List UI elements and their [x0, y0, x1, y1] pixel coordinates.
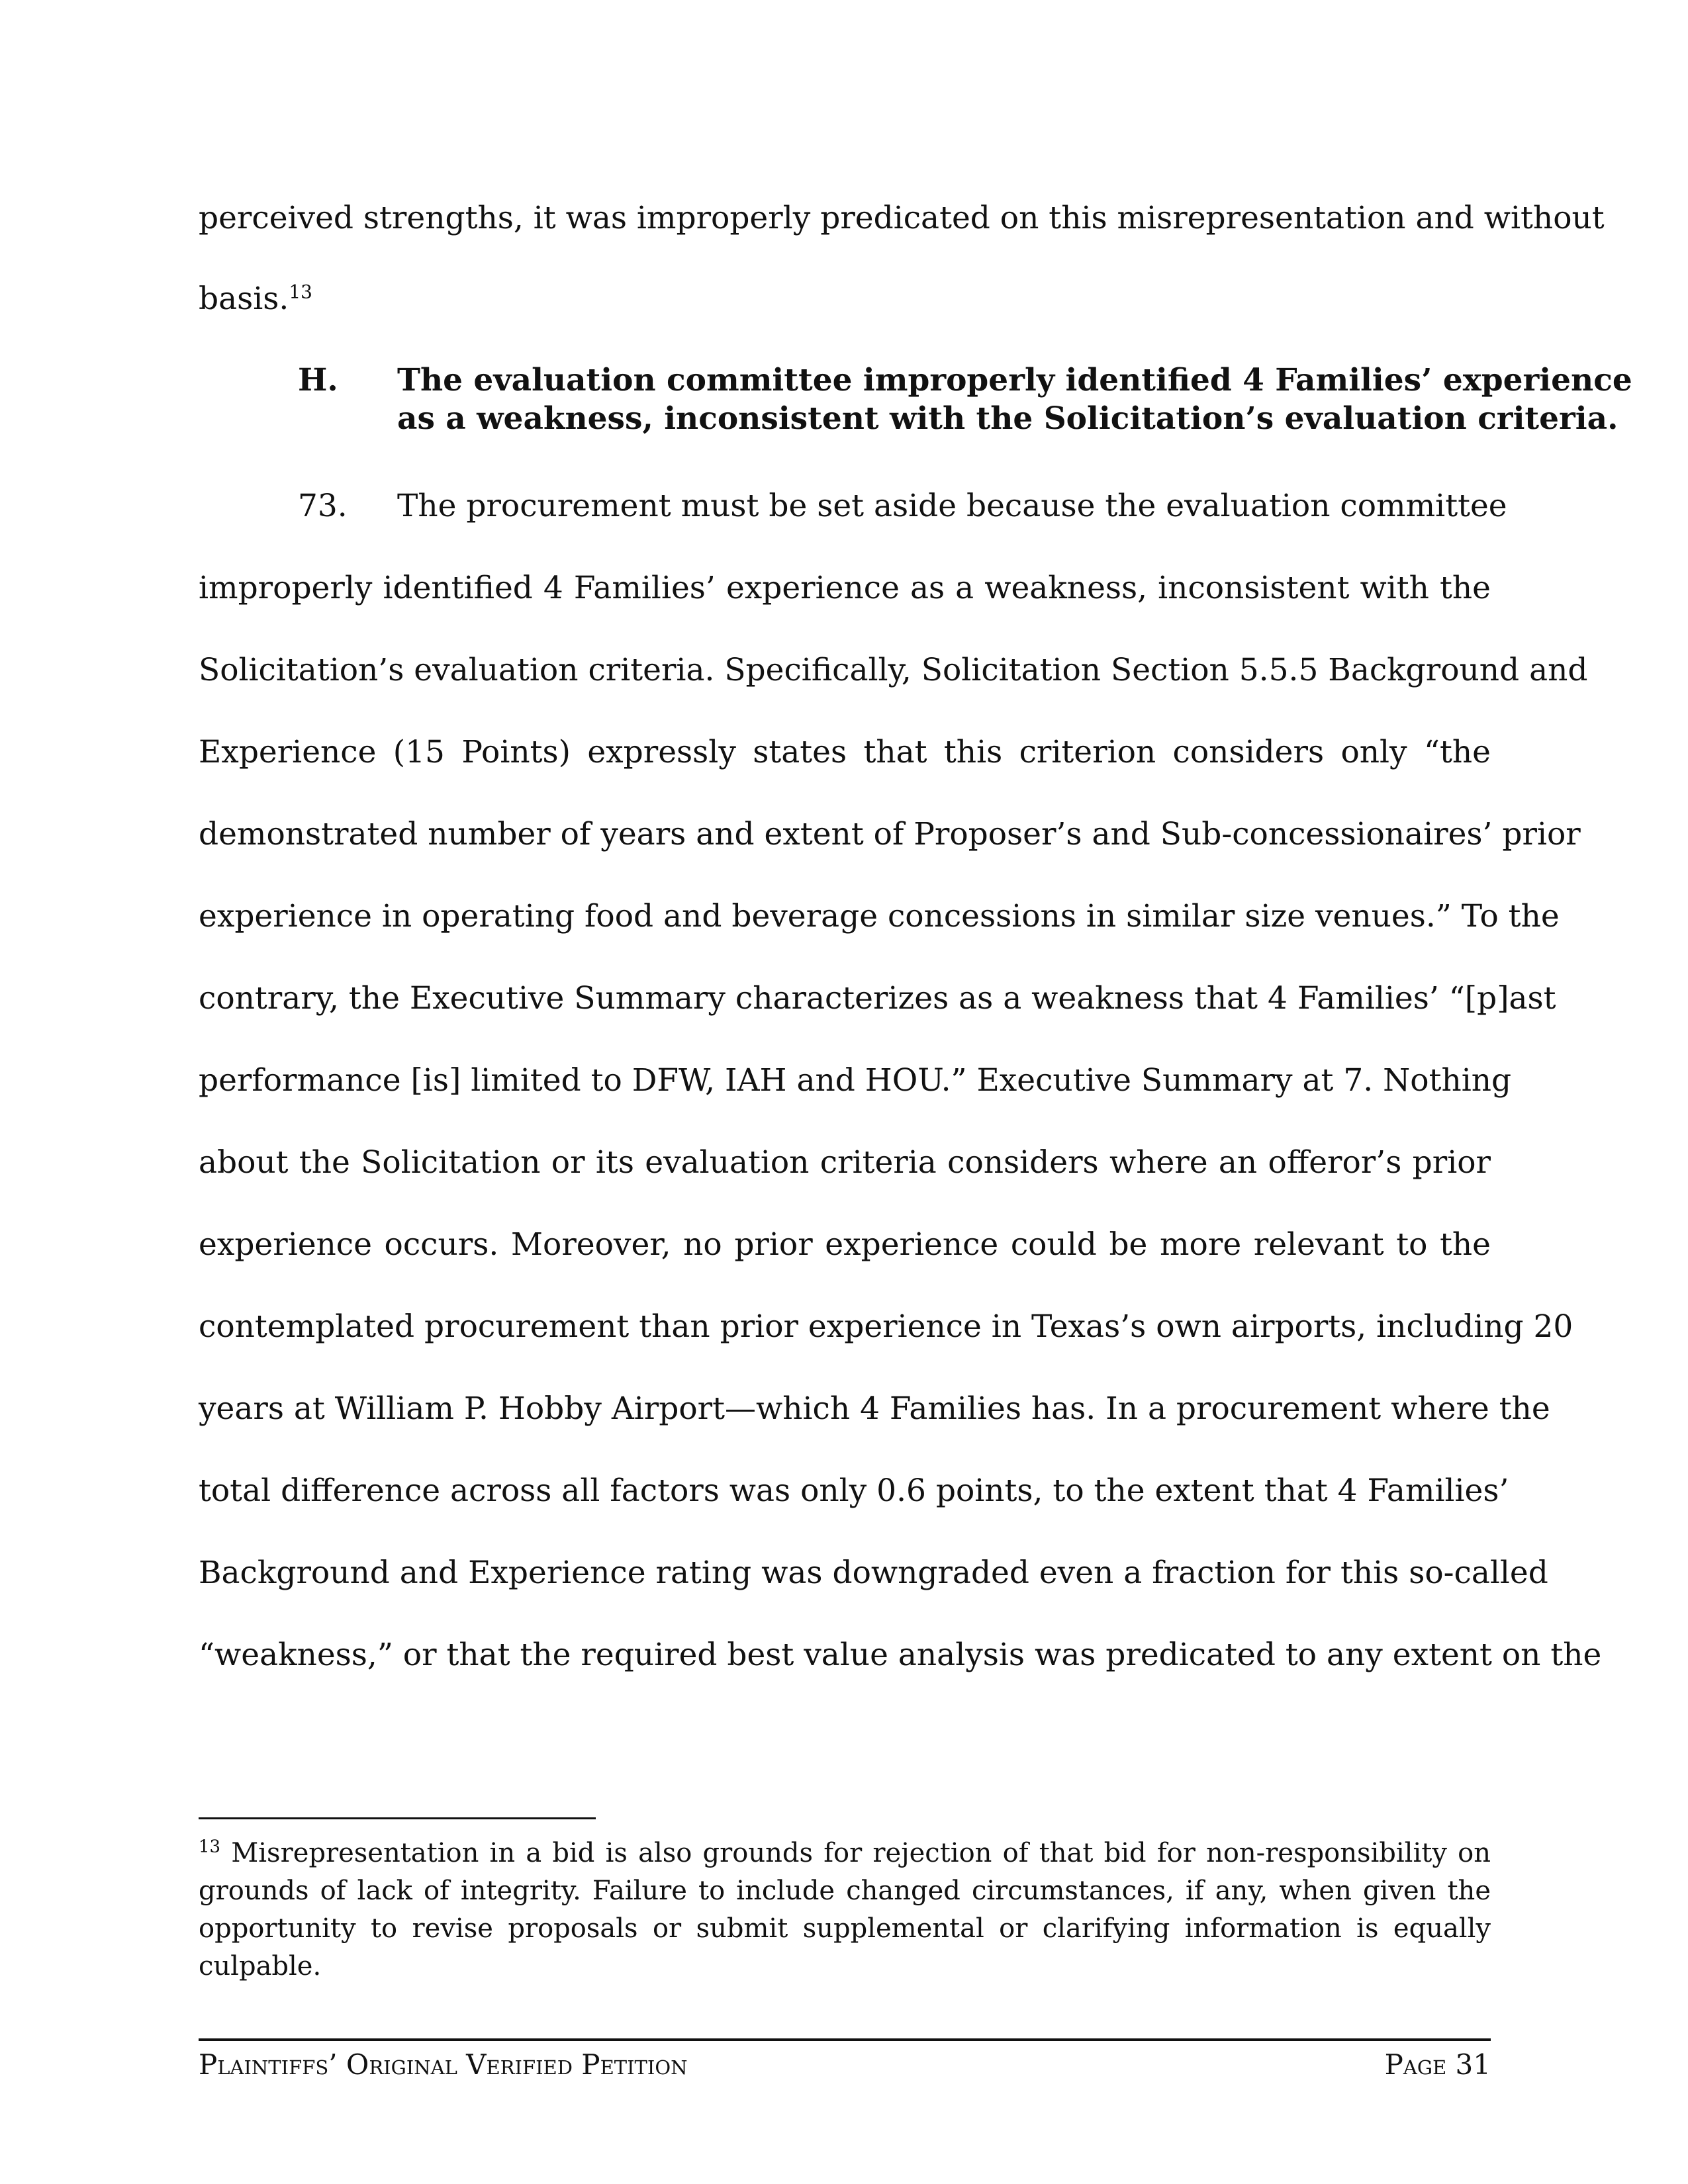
paragraph-line: total difference across all factors was only 0.6 points, to the extent that 4 Families’ [199, 1473, 1509, 1509]
paragraph-line: improperly identified 4 Families’ experience as a weakness, inconsistent with the [199, 570, 1491, 606]
continuation-line-1: perceived strengths, it was improperly predicated on this misrepresentation and without [199, 200, 1605, 236]
paragraph-line: experience in operating food and beverage concessions in similar size venues.” To the [199, 898, 1560, 934]
section-title-line-2: as a weakness, inconsistent with the Solicitation’s evaluation criteria. [397, 400, 1618, 437]
paragraph-line-1 [298, 486, 1507, 526]
paragraph-line: demonstrated number of years and extent of Proposer’s and Sub-concessionaires’ prior [199, 816, 1581, 852]
footer-document-title: Plaintiffs’ Original Verified Petition [199, 2048, 688, 2081]
paragraph-line: Experience (15 Points) expressly states that this criterion considers only “the [199, 734, 1491, 770]
paragraph-line: Solicitation’s evaluation criteria. Specifically, Solicitation Section 5.5.5 Background and [199, 652, 1588, 688]
footnote-line: opportunity to revise proposals or submit supplemental or clarifying information is equally [199, 1913, 1491, 1944]
continuation-line-2-text: basis. [199, 281, 289, 317]
continuation-line-2 [199, 279, 1491, 319]
paragraph-line: contrary, the Executive Summary characterizes as a weakness that 4 Families’ “[p]ast [199, 980, 1556, 1017]
footnote-line: culpable. [199, 1951, 322, 1981]
paragraph-number: 73. [298, 488, 348, 524]
paragraph-line-1-text: The procurement must be set aside because the evaluation committee [397, 488, 1507, 524]
footer-page-number: Page 31 [1384, 2048, 1491, 2081]
paragraph-line: contemplated procurement than prior experience in Texas’s own airports, including 20 [199, 1308, 1573, 1345]
footnote-separator [199, 1817, 596, 1819]
paragraph-line: performance [is] limited to DFW, IAH and HOU.” Executive Summary at 7. Nothing [199, 1062, 1512, 1099]
paragraph-line: “weakness,” or that the required best value analysis was predicated to any extent on the [199, 1637, 1602, 1673]
paragraph-line: experience occurs. Moreover, no prior experience could be more relevant to the [199, 1226, 1491, 1263]
footnote-line-1-text: Misrepresentation in a bid is also grounds for rejection of that bid for non-responsibility on [231, 1838, 1491, 1868]
page-footer [199, 2048, 1491, 2088]
paragraph-line: years at William P. Hobby Airport—which 4 Families has. In a procurement where the [199, 1390, 1550, 1427]
paragraph-line: Background and Experience rating was downgraded even a fraction for this so-called [199, 1555, 1548, 1591]
footnote-reference[interactable]: 13 [289, 281, 312, 303]
paragraph-line: about the Solicitation or its evaluation criteria considers where an offeror’s prior [199, 1144, 1491, 1181]
section-letter: H. [298, 362, 338, 398]
footnote-line-1 [199, 1835, 1491, 1872]
footnote-line: grounds of lack of integrity. Failure to include changed circumstances, if any, when given the [199, 1876, 1491, 1906]
footnote-marker: 13 [199, 1837, 221, 1857]
section-title-line-1: The evaluation committee improperly identified 4 Families’ experience [397, 362, 1632, 398]
footer-rule [199, 2038, 1491, 2041]
